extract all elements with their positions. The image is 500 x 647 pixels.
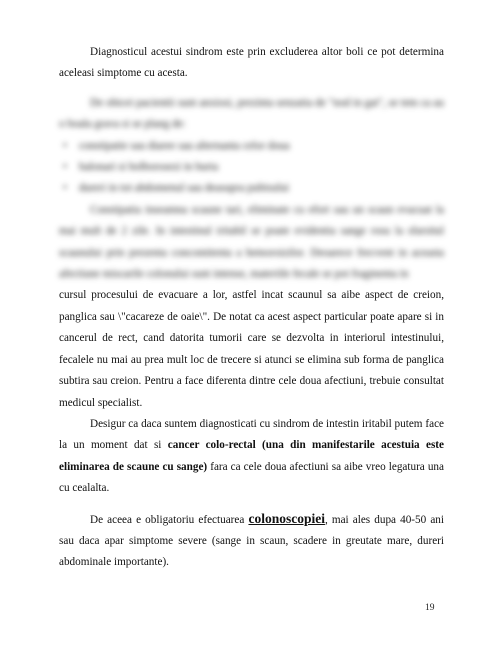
cancer-text-after: fara ca cele doua afectiuni sa aibe vreo legatura una cu cealalta.	[59, 460, 444, 495]
paragraph-cancer	[59, 414, 444, 500]
colonoscopy-text-before: De aceea e obligatoriu efectuarea	[90, 513, 249, 526]
list-item: • dureri in tot abdomenul sau deasupra pubisului	[59, 178, 444, 199]
blurred-symptom-list	[59, 136, 444, 200]
list-item: • constipatie sau diaree sau alternanta celor doua	[59, 136, 444, 157]
list-item: • balonari si bolborosezi in burta	[59, 157, 444, 178]
paragraph-colonoscopy	[59, 508, 444, 574]
colonoscopy-link[interactable]: colonoscopiei	[248, 510, 325, 526]
colonoscopy-text-after: , mai ales dupa 40-50 ani sau daca apar simptome severe (sange in scaun, scadere in greutate mare, dureri abdominale importante).	[59, 513, 444, 569]
blurred-paragraph-symptoms: De obicei pacientii sunt anxiosi, prezinta senzatia de "nod in gat", se tem ca au o boala grava si se plang de:	[59, 96, 444, 131]
cancer-text-before: Desigur ca daca suntem diagnosticati cu sindrom de intestin iritabil putem face la un moment dat si	[59, 417, 444, 452]
blurred-paragraph-constipation: Constipatia inseamna scaune tari, eliminate cu efort sau un scaun evacuat la mai mult de 2 zile. In intestinul iritabil se poate evidentia sange rosu la sfarsitul scaunului prin prezenta concomitenta a hemoroizilor. Deoarece frecvent in aceasta afectiune miscarile colonului sunt intense, materiile fecale se pot fragmenta in	[59, 203, 444, 281]
page-content	[59, 42, 444, 574]
page-number: 19	[425, 603, 435, 613]
paragraph-evacuation: cursul procesului de evacuare a lor, astfel incat scaunul sa aibe aspect de creion, panglica sau \"cacareze de oaie\". De notat ca acest aspect particular poate apare si in cancerul de rect, cand datorita tumorii care se dezvolta in interiorul intestinului, fecalele nu mai au prea mult loc de trecere si atunci se elimina sub forma de panglica subtira sau creion. Pentru a face diferenta dintre cele doua afectiuni, trebuie consultat medicul specialist.	[59, 289, 444, 409]
paragraph-diagnosis: Diagnosticul acestui sindrom este prin excluderea altor boli ce pot determina aceleasi simptome cu acesta.	[59, 46, 444, 80]
cancer-bold-text: cancer colo-rectal (una din manifestarile acestuia este eliminarea de scaune cu sange)	[59, 439, 444, 473]
